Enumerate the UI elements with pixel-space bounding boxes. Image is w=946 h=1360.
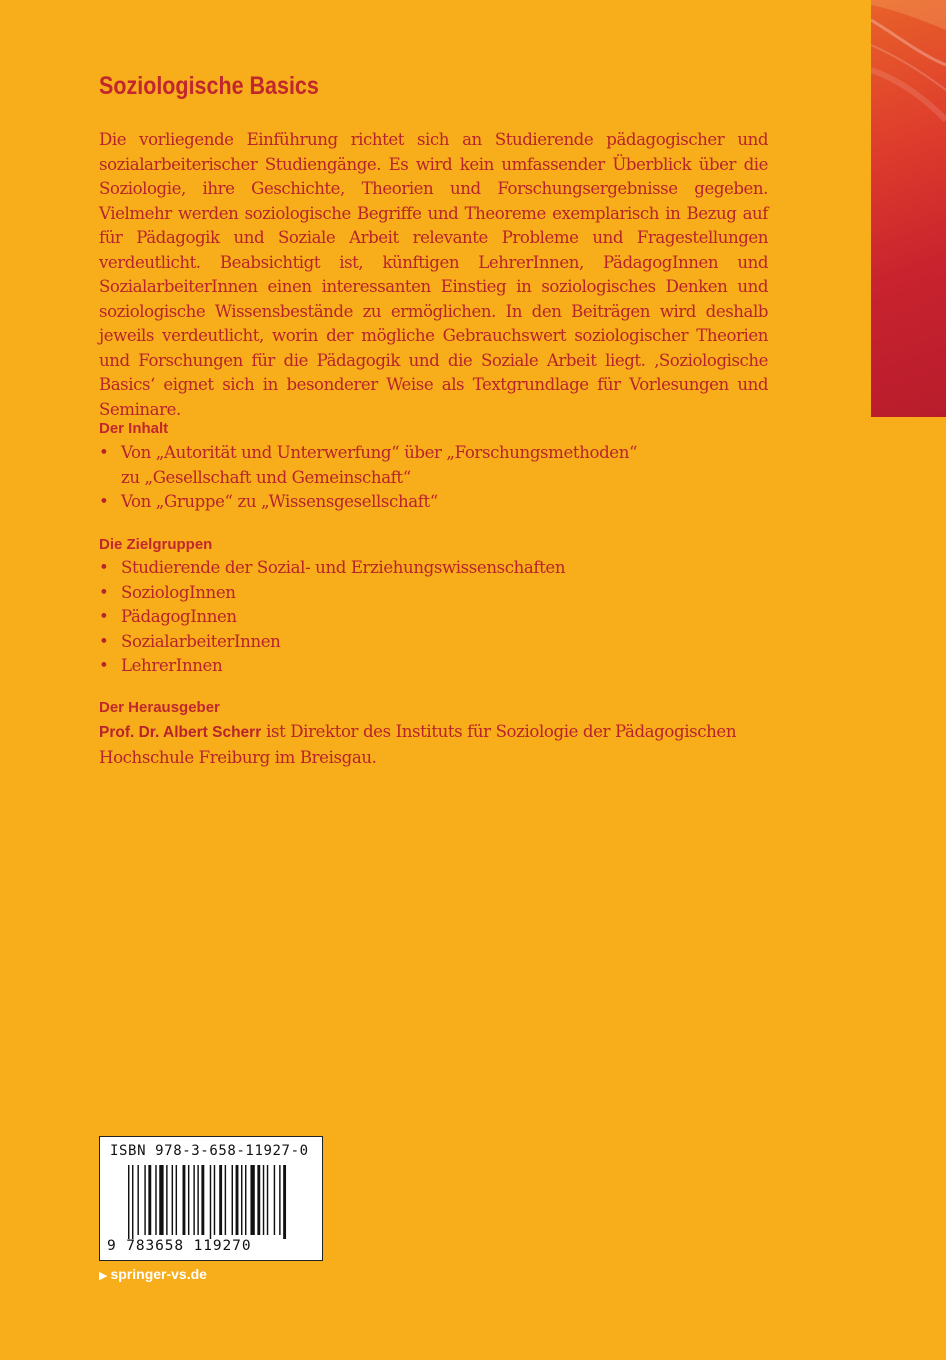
barcode-bar (274, 1165, 275, 1235)
barcode-bar (257, 1165, 260, 1235)
barcode-bar (250, 1165, 254, 1235)
list-item: • Von „Gruppe“ zu „Wissensgesellschaft“ (99, 490, 637, 515)
decorative-accent-strip (871, 0, 946, 417)
list-item: • SoziologInnen (99, 581, 565, 606)
barcode-bar (201, 1165, 204, 1235)
bullet-icon: • (99, 656, 109, 675)
barcode-bar (279, 1165, 280, 1235)
barcode-bar (159, 1165, 163, 1235)
barcode-bar (176, 1165, 177, 1235)
bullet-icon: • (99, 582, 109, 602)
bullet-icon: • (99, 492, 109, 511)
barcode-bar (210, 1165, 211, 1239)
barcode-bar (241, 1165, 242, 1235)
contents-heading: Der Inhalt (99, 420, 169, 437)
barcode-bar (245, 1165, 246, 1235)
arrow-right-icon: ▶ (99, 1270, 108, 1282)
editor-text: ist Direktor des Instituts für Soziologie der Pädagogischen Hochschule Freiburg im Breisgau. (99, 722, 737, 767)
bullet-icon: • (99, 558, 109, 577)
list-item: • Studierende der Sozial- und Erziehungswissenschaften (99, 556, 565, 581)
decorative-swoosh (871, 0, 946, 417)
isbn-number: ISBN 978-3-658-11927-0 (110, 1143, 309, 1159)
barcode-bar (172, 1165, 173, 1235)
bullet-icon: • (99, 607, 109, 626)
barcode-bar (236, 1165, 239, 1235)
list-item: • SozialarbeiterInnen (99, 630, 565, 655)
barcode-bar (193, 1165, 194, 1235)
barcode-bar (225, 1165, 226, 1235)
barcode-bar (232, 1165, 233, 1235)
book-description: Die vorliegende Einführung richtet sich an Studierende pädagogischer und sozialarbeiterischer Studiengänge. Es wird kein umfassender Überblick über die Soziologie, ihre Geschichte, Theorien und Forschungsergebnisse gegeben. Vielmehr werden soziologische Begriffe und Theoreme exemplarisch in Bezug auf für Pädagogik und Soziale Arbeit relevante Probleme und Fragestellungen verdeutlicht. Beabsichtigt ist, künftigen LehrerInnen, PädagogInnen und SozialarbeiterInnen einen interessanten Einstieg in soziologisches Denken und soziologische Wissensbestände zu ermöglichen. In den Beiträgen wird deshalb jeweils verdeutlicht, worin der mögliche Gebrauchswert soziologischer Theorien und Forschungen für die Pädagogik und die Soziale Arbeit liegt. ‚Soziologische Basics‘ eignet sich in besonderer Weise als Textgrundlage für Vorlesungen und Seminare. (99, 130, 768, 419)
editor-heading: Der Herausgeber (99, 699, 220, 716)
audience-list (99, 556, 565, 679)
list-item: • PädagogInnen (99, 605, 565, 630)
barcode-bar (155, 1165, 156, 1235)
barcode-bar (166, 1165, 167, 1235)
isbn-barcode (99, 1136, 323, 1261)
barcode-bar (283, 1165, 286, 1239)
barcode-bar (263, 1165, 264, 1235)
book-title: Soziologische Basics (99, 72, 319, 100)
audience-heading: Die Zielgruppen (99, 536, 213, 553)
barcode-bar (132, 1165, 133, 1239)
contents-list (99, 441, 637, 515)
barcode-bar (219, 1165, 222, 1235)
barcode-bar (148, 1165, 151, 1235)
bullet-icon: • (99, 443, 109, 462)
barcode-bar (197, 1165, 198, 1235)
publisher-website-link[interactable]: ▶ springer-vs.de (99, 1266, 207, 1282)
barcode-bar (137, 1165, 138, 1235)
barcode-bar (144, 1165, 145, 1235)
barcode-bar (128, 1165, 129, 1239)
barcode-bar (188, 1165, 189, 1235)
barcode-graphic (100, 1163, 322, 1239)
editor-bio (99, 720, 779, 770)
barcode-bar (214, 1165, 215, 1235)
list-item: • Von „Autorität und Unterwerfung“ über „Forschungsmethoden“ zu „Gesellschaft und Gemeinschaft“ (99, 443, 638, 487)
barcode-bar (267, 1165, 268, 1235)
barcode-digits: 9 783658 119270 (107, 1238, 252, 1254)
list-item: • LehrerInnen (99, 654, 565, 679)
editor-name: Prof. Dr. Albert Scherr (99, 724, 262, 741)
barcode-bar (183, 1165, 186, 1235)
bullet-icon: • (99, 631, 109, 651)
